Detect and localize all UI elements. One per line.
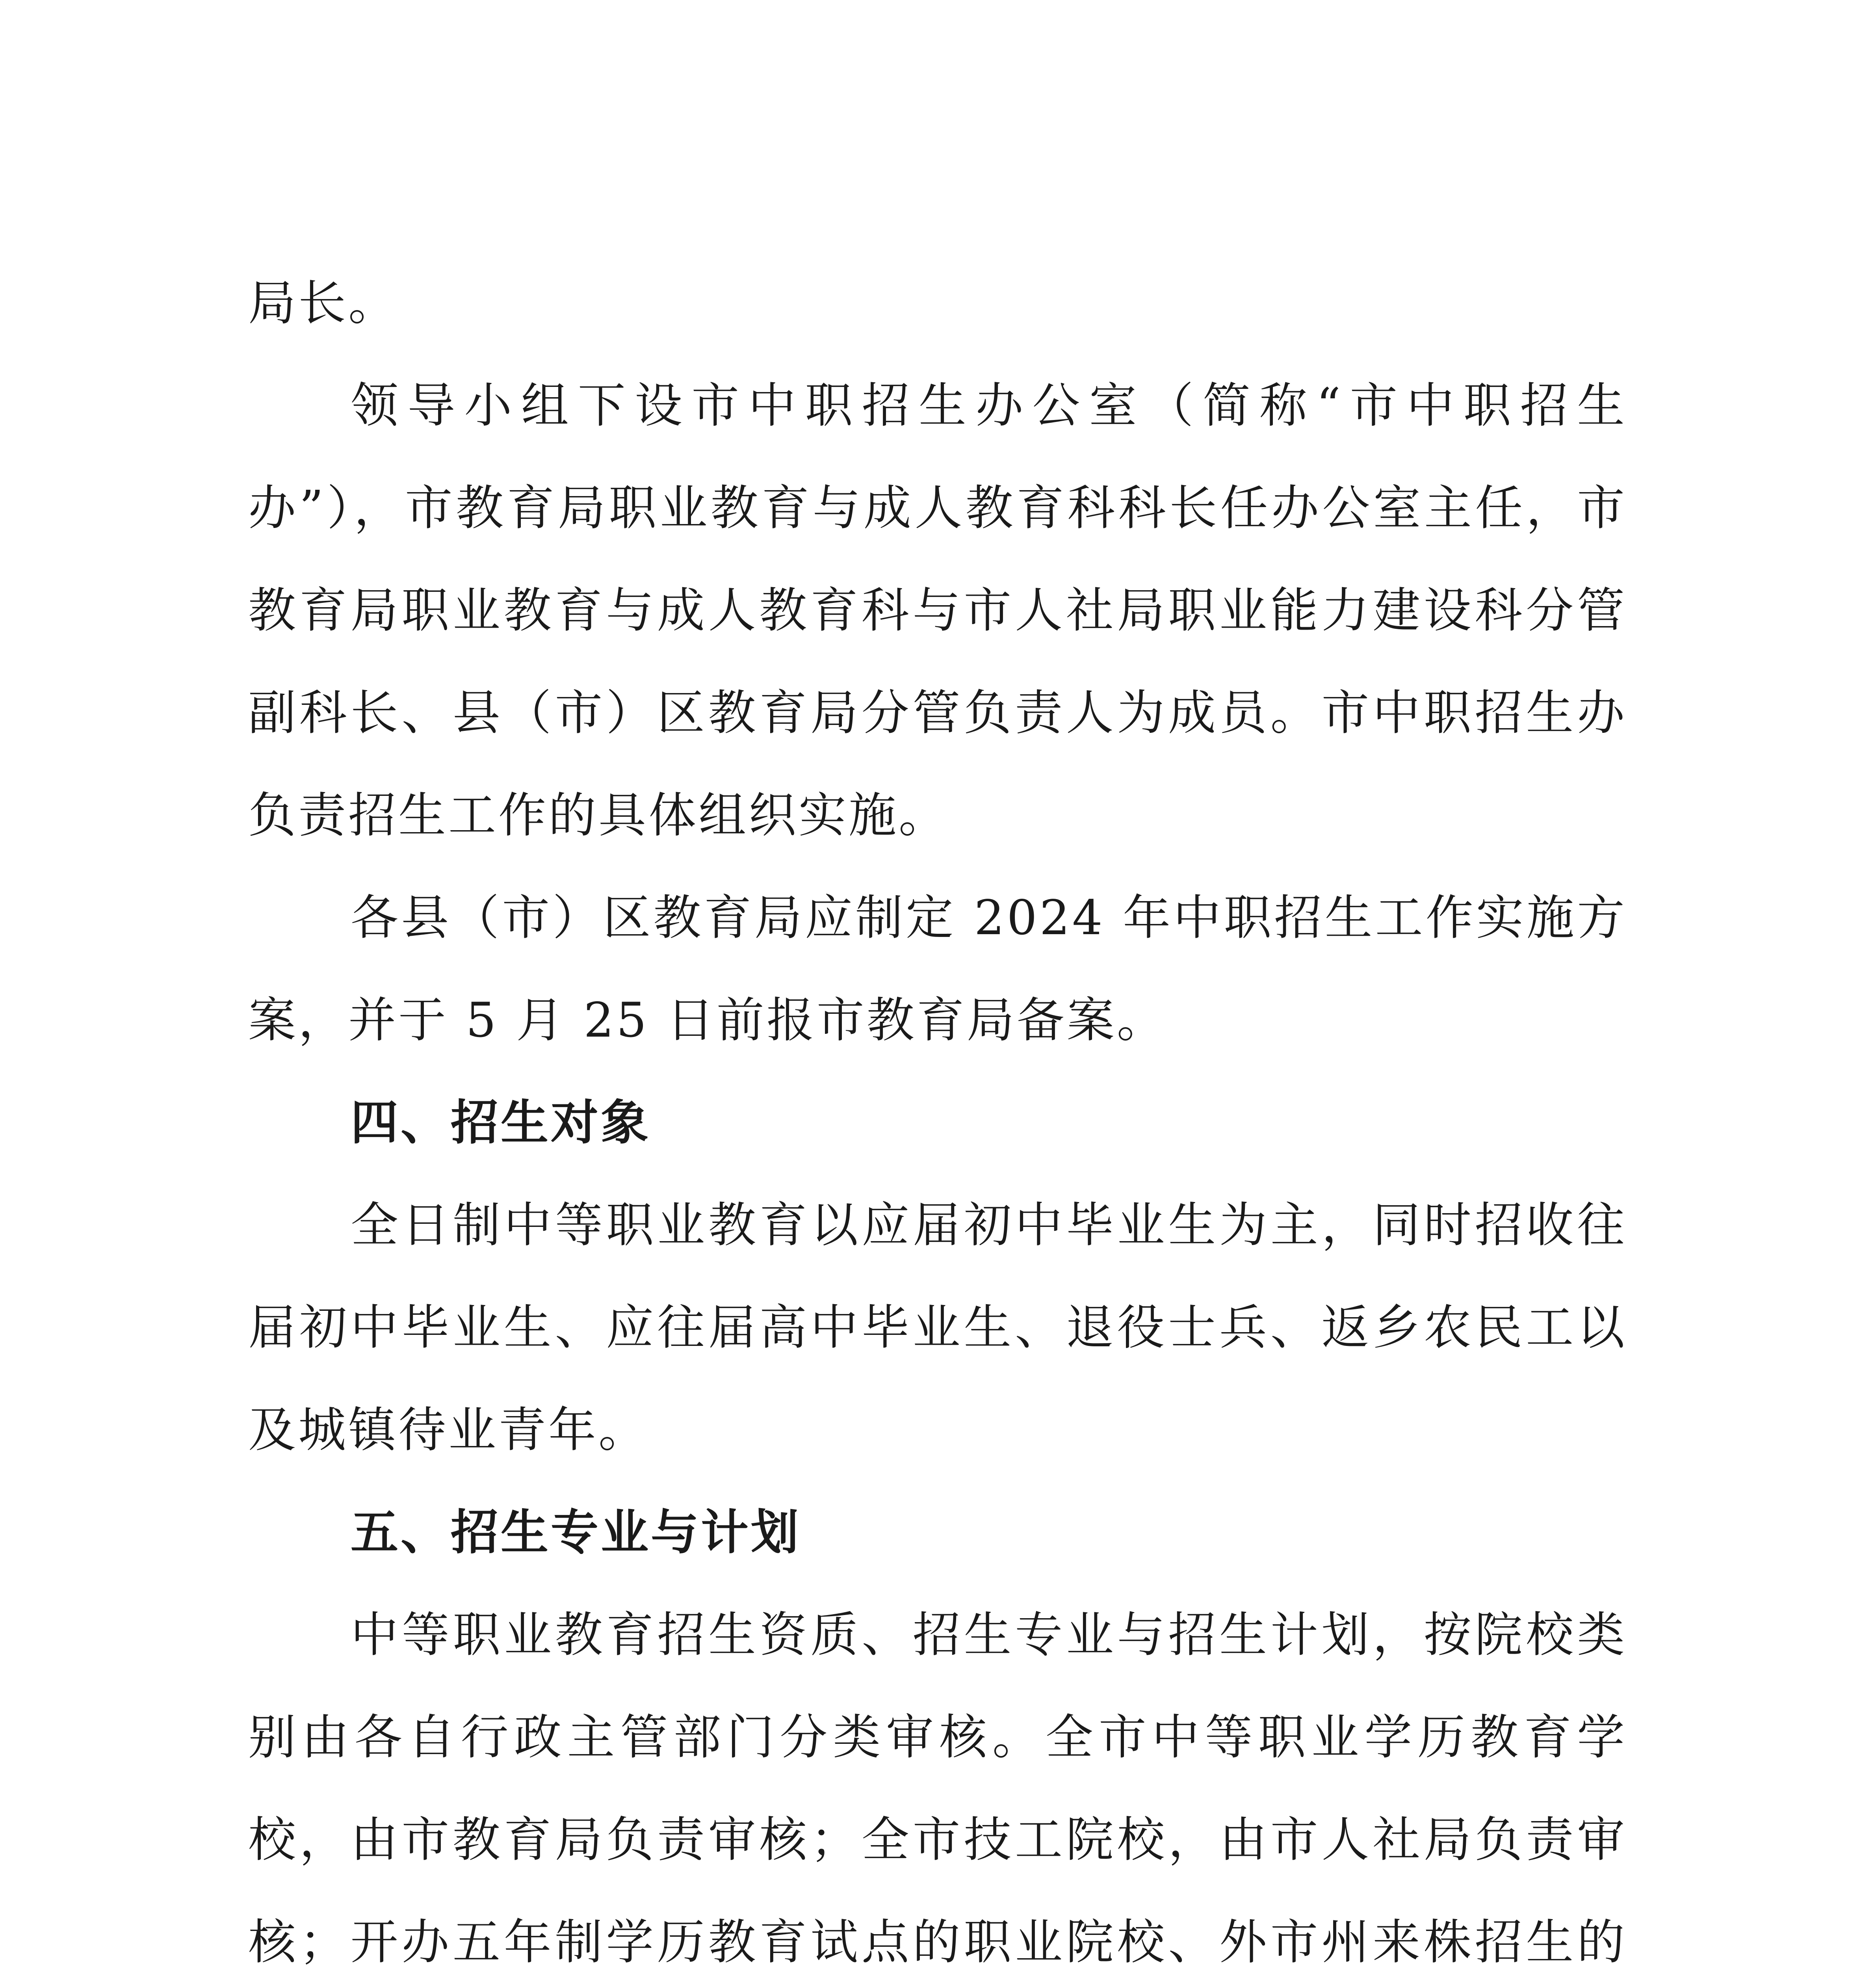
paragraph-2: 领导小组下设市中职招生办公室（简称“市中职招生办”），市教育局职业教育与成人教育科科长任办公室主任，市教育局职业教育与成人教育科与市人社局职业能力建设科分管副科长、县（市）区教育局分管负责人为成员。市中职招生办负责招生工作的具体组织实施。 bbox=[248, 378, 1627, 843]
section-heading-5: 五、招生专业与计划 bbox=[351, 1505, 801, 1560]
paragraph-3: 各县（市）区教育局应制定 2024 年中职招生工作实施方案，并于 5 月 25 日前报市教育局备案。 bbox=[248, 890, 1627, 1048]
paragraph-4: 全日制中等职业教育以应届初中毕业生为主，同时招收往届初中毕业生、应往届高中毕业生、退役士兵、返乡农民工以及城镇待业青年。 bbox=[248, 1197, 1627, 1458]
document-body bbox=[248, 252, 1627, 1970]
paragraph-1: 局长。 bbox=[248, 275, 399, 331]
paragraph-5: 中等职业教育招生资质、招生专业与招生计划，按院校类别由各自行政主管部门分类审核。全市中等职业学历教育学校，由市教育局负责审核；全市技工院校，由市人社局负责审核；开办五年制学历教育试点的职业院校、外市州来株招生的 bbox=[248, 1607, 1627, 1970]
section-heading-4: 四、招生对象 bbox=[351, 1095, 651, 1150]
